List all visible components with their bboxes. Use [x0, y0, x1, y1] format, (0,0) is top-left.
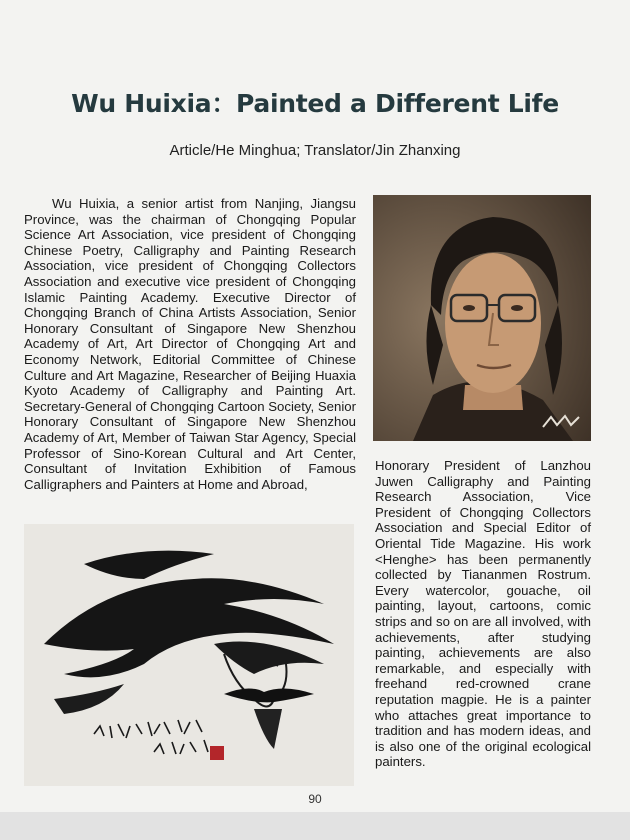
article-title: Wu Huixia：Painted a Different Life [71, 89, 559, 118]
body-paragraph-left: Wu Huixia, a senior artist from Nanjing, Jiangsu Province, was the chairman of Chongqing Popular Science Art Association, vice president of Chongqing Chinese Poetry, Calligraphy and Painting Research Association, vice president of Chongqing Collectors Association and executive vice president of Chongqing Islamic Painting Academy. Executive Director of Chongqing Branch of China Artists Association, Senior Honorary Consultant of Singapore New Shenzhou Academy of Art, Art Director of Chongqing Art and Economy Network, Editorial Committee of Chinese Culture and Art Magazine, Researcher of Beijing Huaxia Kyoto Academy of Calligraphy and Painting Art. Secretary-General of Chongqing Cartoon Society, Senior Honorary Consultant of Singapore New Shenzhou Academy of Art, Member of Taiwan Star Agency, Special Professor of Sino-Korean Cultural and Art Center, Consultant of Invitation Exhibition of Famous Calligraphers and Painters at Home and Abroad, [24, 196, 356, 492]
ink-sketch-artwork [24, 524, 354, 786]
article-byline: Article/He Minghua; Translator/Jin Zhanxing [169, 142, 461, 159]
page-number: 90 [308, 792, 322, 806]
body-text-right-column [375, 458, 591, 770]
body-text-left-column [24, 196, 356, 492]
body-paragraph-right: Honorary President of Lanzhou Juwen Calligraphy and Painting Research Association, Vice President of Chongqing Collectors Association and Special Editor of Oriental Tide Magazine. His work <Henghe> has been permanently collected by Tiananmen Rostrum. Every watercolor, gouache, oil painting, layout, cartoons, comic strips and so on are all involved, with achievements, after studying painting, achievements are also remarkable, and especially with freehand red-crowned crane reputation magpie. He is a painter who attaches great importance to tradition and has modern ideas, and is also one of the original ecological painters. [375, 458, 591, 770]
bottom-bar [0, 812, 630, 840]
artist-portrait-photo [373, 195, 591, 441]
